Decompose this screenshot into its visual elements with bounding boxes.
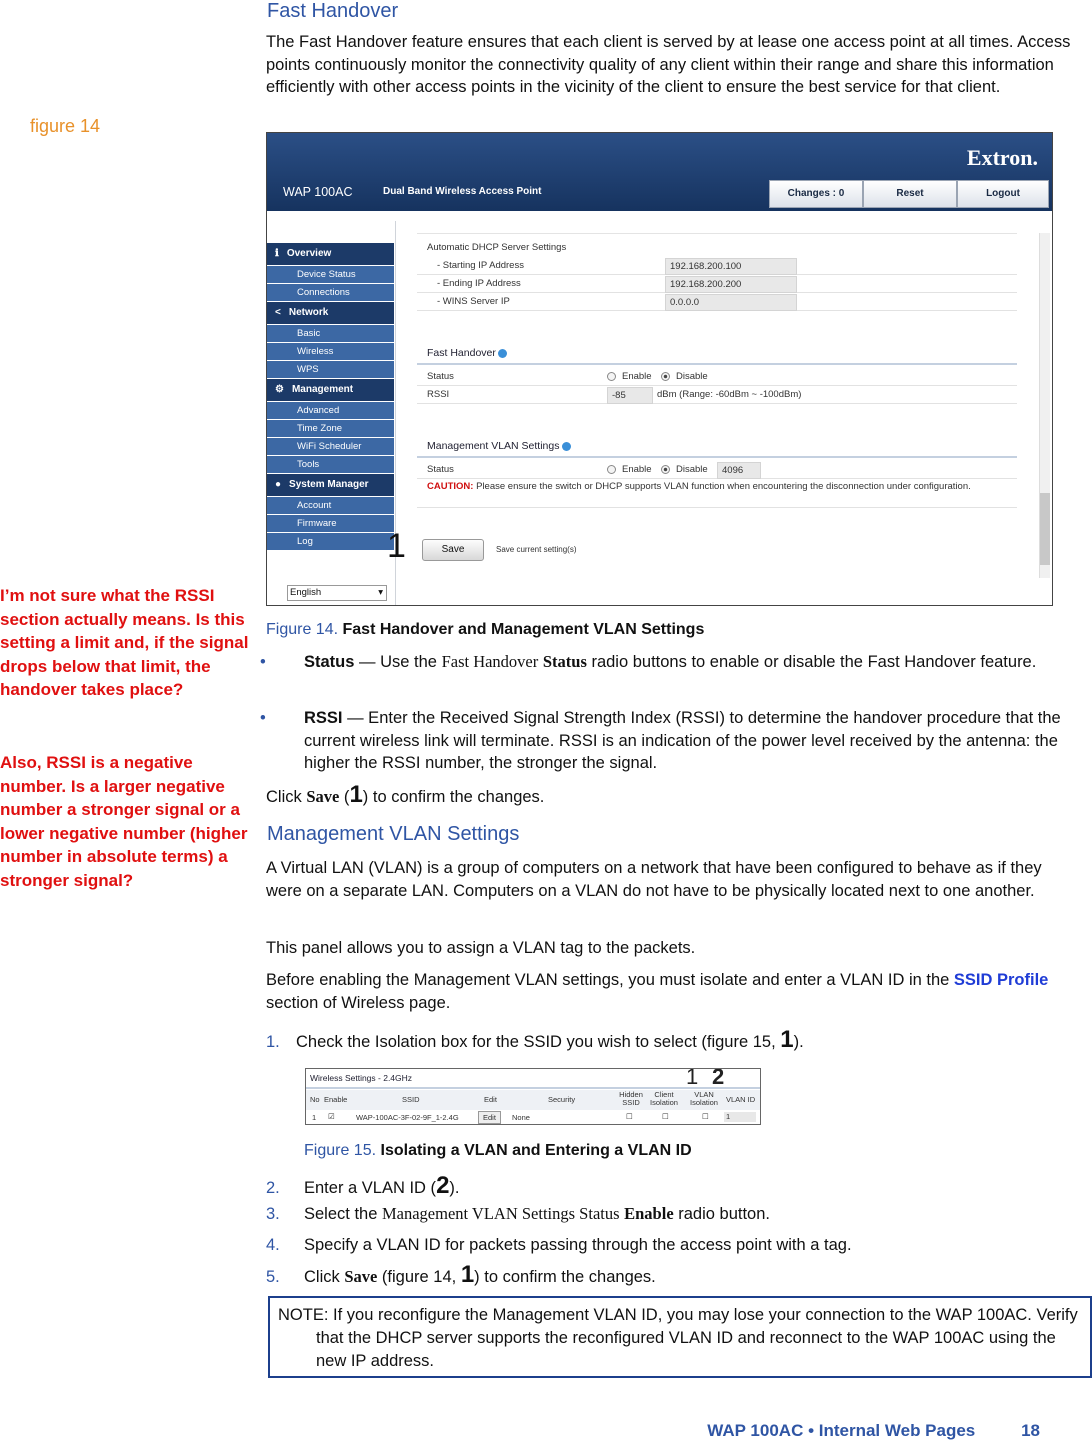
row-ssid: WAP-100AC-3F-02-9F_1-2.4G xyxy=(356,1113,459,1122)
sidebar-label: Device Status xyxy=(297,269,356,280)
ui-ref: Management VLAN Settings Status xyxy=(381,1204,620,1223)
sidebar-label: Network xyxy=(288,307,329,318)
divider xyxy=(417,456,1017,458)
reviewer-comment-1: I’m not sure what the RSSI section actually means. Is this setting a limit and, if the signal drops below that limit, the handover takes place? xyxy=(0,586,249,699)
col-ssid: SSID xyxy=(402,1095,420,1104)
disable-label: Disable xyxy=(676,371,708,382)
radio-icon xyxy=(661,372,670,381)
sidebar-item-basic[interactable] xyxy=(267,325,394,343)
ssid-profile-link[interactable]: SSID Profile xyxy=(953,971,1049,989)
fh-disable-radio[interactable] xyxy=(661,368,708,385)
extron-logo: Extron. xyxy=(966,145,1038,170)
product-description: Dual Band Wireless Access Point xyxy=(383,186,542,197)
save-button[interactable]: Save xyxy=(422,539,484,561)
edit-button[interactable]: Edit xyxy=(478,1111,501,1124)
rssi-term: RSSI xyxy=(304,709,343,727)
mvlan-panel-note: This panel allows you to assign a VLAN tag to the packets. xyxy=(266,939,696,957)
sidebar-section-system-manager[interactable] xyxy=(267,474,394,497)
sidebar-label: Account xyxy=(297,500,332,511)
wins-row xyxy=(417,293,1017,311)
row-security: None xyxy=(512,1113,530,1122)
step-2: 2. Enter a VLAN ID (2). xyxy=(266,1172,460,1199)
rssi-desc: — Enter the Received Signal Strength Index (RSSI) to determine the handover procedure that the current wireless link will terminate. RSSI is an indication of the power level received by the antenna: the higher the RSSI number, the stronger the signal. xyxy=(304,709,1061,772)
ui-ref: Fast Handover xyxy=(441,652,539,671)
note-label: NOTE: xyxy=(278,1306,329,1324)
sidebar-item-advanced[interactable] xyxy=(267,402,394,420)
divider xyxy=(417,233,1017,234)
sidebar-label: Overview xyxy=(286,248,332,259)
start-ip-row xyxy=(417,257,1017,275)
step-number: 4. xyxy=(266,1236,280,1254)
callout-2: 2 xyxy=(712,1068,725,1089)
col-vlan-isolation: VLAN Isolation xyxy=(690,1090,718,1107)
step-number: 5. xyxy=(266,1268,280,1286)
radio-icon xyxy=(607,465,616,474)
col-security: Security xyxy=(548,1095,576,1104)
sidebar-label: Basic xyxy=(297,328,321,339)
sidebar-label: Management xyxy=(291,384,354,395)
bullet-rssi xyxy=(260,707,1076,775)
divider xyxy=(417,363,1017,365)
sidebar-item-tools[interactable] xyxy=(267,456,394,474)
page-footer xyxy=(707,1421,1040,1441)
reset-button[interactable]: Reset xyxy=(863,180,957,208)
scrollbar-thumb[interactable] xyxy=(1040,493,1050,565)
status-label: Status xyxy=(427,464,454,475)
radio-icon xyxy=(607,372,616,381)
caption-text: Fast Handover and Management VLAN Settings xyxy=(342,621,705,638)
mvlan-title: Management VLAN Settings xyxy=(427,440,571,452)
figure-14-screenshot xyxy=(266,132,1053,606)
checkbox-icon[interactable]: ☐ xyxy=(626,1112,633,1121)
sidebar-label: Advanced xyxy=(297,405,340,416)
step-1: 1. Check the Isolation box for the SSID you wish to select (figure 15, 1). xyxy=(266,1026,804,1053)
col-enable: Enable xyxy=(324,1095,348,1104)
checkbox-icon[interactable]: ☐ xyxy=(662,1112,669,1121)
bullet-icon: • xyxy=(260,653,266,671)
step-4: 4. Specify a VLAN ID for packets passing through the access point with a tag. xyxy=(266,1234,1066,1257)
callout-ref: 1 xyxy=(460,1261,475,1288)
caption-text: Isolating a VLAN and Entering a VLAN ID xyxy=(380,1142,692,1159)
enable-label: Enable xyxy=(622,464,652,475)
sidebar-menu xyxy=(267,243,394,551)
start-ip-label: - Starting IP Address xyxy=(437,260,524,271)
step-number: 1. xyxy=(266,1033,280,1051)
sidebar-item-wifi-scheduler[interactable] xyxy=(267,438,394,456)
callout-ref: 1 xyxy=(349,781,363,808)
ui-ref: Status xyxy=(542,652,587,671)
sidebar-item-firmware[interactable] xyxy=(267,515,394,533)
mvlan-prereq: Before enabling the Management VLAN settings, you must isolate and enter a VLAN ID in the SSID Profile section of Wireless page. xyxy=(266,971,1049,1012)
sidebar-label: Tools xyxy=(297,459,320,470)
checkbox-icon[interactable]: ☐ xyxy=(702,1112,709,1121)
rssi-field[interactable]: -85 xyxy=(607,387,653,404)
col-no: No xyxy=(310,1095,320,1104)
sidebar-label: Log xyxy=(297,536,313,547)
reviewer-comment-2: Also, RSSI is a negative number. Is a larger negative number a stronger signal or a lower negative number (higher number in absolute terms) a stronger signal? xyxy=(0,753,248,890)
vlan-id-field[interactable]: 1 xyxy=(724,1112,756,1122)
step-3: 3. Select the Management VLAN Settings Status Enable radio button. xyxy=(266,1203,1066,1226)
col-client-isolation: Client Isolation xyxy=(650,1090,678,1107)
step-number: 3. xyxy=(266,1205,280,1223)
rssi-range: dBm (Range: -60dBm ~ -100dBm) xyxy=(657,389,802,400)
footer-title: WAP 100AC • Internal Web Pages xyxy=(707,1421,976,1440)
bullet-icon: • xyxy=(260,709,266,727)
save-note: Save current setting(s) xyxy=(496,545,577,554)
info-icon[interactable] xyxy=(498,349,507,358)
page-number: 18 xyxy=(1021,1421,1040,1440)
callout-ref: 2 xyxy=(436,1172,450,1199)
note-body: If you reconfigure the Management VLAN ID, you may lose your connection to the WAP 100AC. Verify that the DHCP server supports the reconfigured VLAN ID and reconnect to the WAP 100AC using the new IP address. xyxy=(316,1306,1078,1370)
dhcp-title-row xyxy=(417,239,1017,256)
figure-15-caption xyxy=(304,1142,692,1160)
col-vlan-id: VLAN ID xyxy=(726,1095,756,1104)
mvlan-enable-radio[interactable] xyxy=(607,461,652,478)
checkbox-checked-icon[interactable]: ☑ xyxy=(328,1112,335,1121)
language-value: English xyxy=(290,587,322,598)
mvlan-description: A Virtual LAN (VLAN) is a group of computers on a network that have been configured to behave as if they were on a separate LAN. Computers on a VLAN do not have to be physically located next to one another. xyxy=(266,859,1042,900)
ui-ref: Enable xyxy=(624,1204,674,1223)
rssi-row xyxy=(417,386,1017,404)
fh-status-row xyxy=(417,368,1017,386)
mvlan-disable-radio[interactable] xyxy=(661,461,708,478)
caution-label: CAUTION: xyxy=(427,481,474,492)
sidebar-section-overview[interactable] xyxy=(267,243,394,266)
step-5: 5. Click Save (figure 14, 1) to confirm the changes. xyxy=(266,1261,656,1288)
caution-text: Please ensure the switch or DHCP supports VLAN function when encountering the disconnection under configuration. xyxy=(476,481,971,492)
mvlan-status-row xyxy=(417,461,1017,479)
sidebar-label: Connections xyxy=(297,287,350,298)
table-row xyxy=(306,1111,760,1124)
fh-enable-radio[interactable] xyxy=(607,368,652,385)
sidebar-item-log[interactable] xyxy=(267,533,394,551)
col-edit: Edit xyxy=(484,1095,497,1104)
bullet-status xyxy=(260,651,1076,674)
section-title-fast-handover: Fast Handover xyxy=(267,0,399,22)
callout-1: 1 xyxy=(387,527,406,565)
caption-label: Figure 14. xyxy=(266,621,339,638)
gear-icon: ⚙ xyxy=(275,384,284,395)
figure-14-caption xyxy=(266,621,704,639)
callout-ref: 1 xyxy=(780,1026,794,1053)
end-ip-row xyxy=(417,275,1017,293)
enable-label: Enable xyxy=(622,371,652,382)
callout-1: 1 xyxy=(686,1068,699,1089)
radio-icon xyxy=(661,465,670,474)
caution-message xyxy=(427,481,987,493)
divider xyxy=(417,507,1017,508)
fast-handover-description: The Fast Handover feature ensures that each client is served by at lease one access point at all times. Access points continuously monitor the connectivity quality of any client within their range and share this information efficiently with other access points in the vicinity of the client to ensure the best service for that client. xyxy=(266,33,1071,96)
sidebar-label: Wireless xyxy=(297,346,334,357)
sidebar-label: Firmware xyxy=(297,518,337,529)
sidebar-section-network[interactable] xyxy=(267,302,394,325)
disable-label: Disable xyxy=(676,464,708,475)
figure-side-label: figure 14 xyxy=(30,116,101,136)
share-icon: < xyxy=(275,307,281,318)
section-title-mvlan: Management VLAN Settings xyxy=(267,823,520,845)
product-name: WAP 100AC xyxy=(283,185,353,199)
wireless-settings-title: Wireless Settings - 2.4GHz xyxy=(310,1073,413,1083)
click-save-instruction: Click Save (1) to confirm the changes. xyxy=(266,781,545,808)
save-ref: Save xyxy=(306,787,340,806)
sidebar-label: Time Zone xyxy=(297,423,343,434)
sidebar-label: WPS xyxy=(297,364,319,375)
sidebar-item-wireless[interactable] xyxy=(267,343,394,361)
status-term: Status xyxy=(304,653,355,671)
info-icon[interactable] xyxy=(562,442,571,451)
end-ip-field[interactable]: 192.168.200.200 xyxy=(665,276,797,293)
sidebar-label: System Manager xyxy=(289,479,369,490)
wins-field[interactable]: 0.0.0.0 xyxy=(665,294,797,311)
info-icon: ℹ xyxy=(275,248,279,259)
sidebar-item-time-zone[interactable] xyxy=(267,420,394,438)
user-icon: ● xyxy=(275,479,282,490)
note-box xyxy=(268,1296,1092,1378)
sidebar-item-account[interactable] xyxy=(267,497,394,515)
note-text xyxy=(278,1304,1086,1373)
header-bar xyxy=(267,133,1052,211)
caption-label: Figure 15. xyxy=(304,1142,377,1159)
sidebar-item-device-status[interactable] xyxy=(267,266,394,284)
logout-button[interactable]: Logout xyxy=(957,180,1049,208)
status-desc: radio buttons to enable or disable the Fast Handover feature. xyxy=(586,653,1037,671)
row-no: 1 xyxy=(312,1113,317,1122)
changes-button[interactable]: Changes : 0 xyxy=(769,180,863,208)
sidebar-item-connections[interactable] xyxy=(267,284,394,302)
chevron-down-icon: ▾ xyxy=(378,587,383,598)
start-ip-field[interactable]: 192.168.200.100 xyxy=(665,258,797,275)
language-select[interactable] xyxy=(287,585,387,601)
vlan-id-field[interactable]: 4096 xyxy=(717,462,761,479)
end-ip-label: - Ending IP Address xyxy=(437,278,521,289)
figure-15-screenshot xyxy=(305,1068,761,1125)
status-dash: — Use the xyxy=(354,653,442,671)
wins-label: - WINS Server IP xyxy=(437,296,510,307)
col-hidden-ssid: Hidden SSID xyxy=(619,1090,643,1107)
step-number: 2. xyxy=(266,1179,280,1197)
save-ref: Save xyxy=(344,1267,378,1286)
rssi-label: RSSI xyxy=(427,389,450,400)
status-label: Status xyxy=(427,371,454,382)
table-header xyxy=(306,1090,760,1110)
fast-handover-title: Fast Handover xyxy=(427,347,507,359)
sidebar-item-wps[interactable] xyxy=(267,361,394,379)
sidebar-section-management[interactable] xyxy=(267,379,394,402)
dhcp-title: Automatic DHCP Server Settings xyxy=(427,242,567,253)
sidebar-label: WiFi Scheduler xyxy=(297,441,362,452)
